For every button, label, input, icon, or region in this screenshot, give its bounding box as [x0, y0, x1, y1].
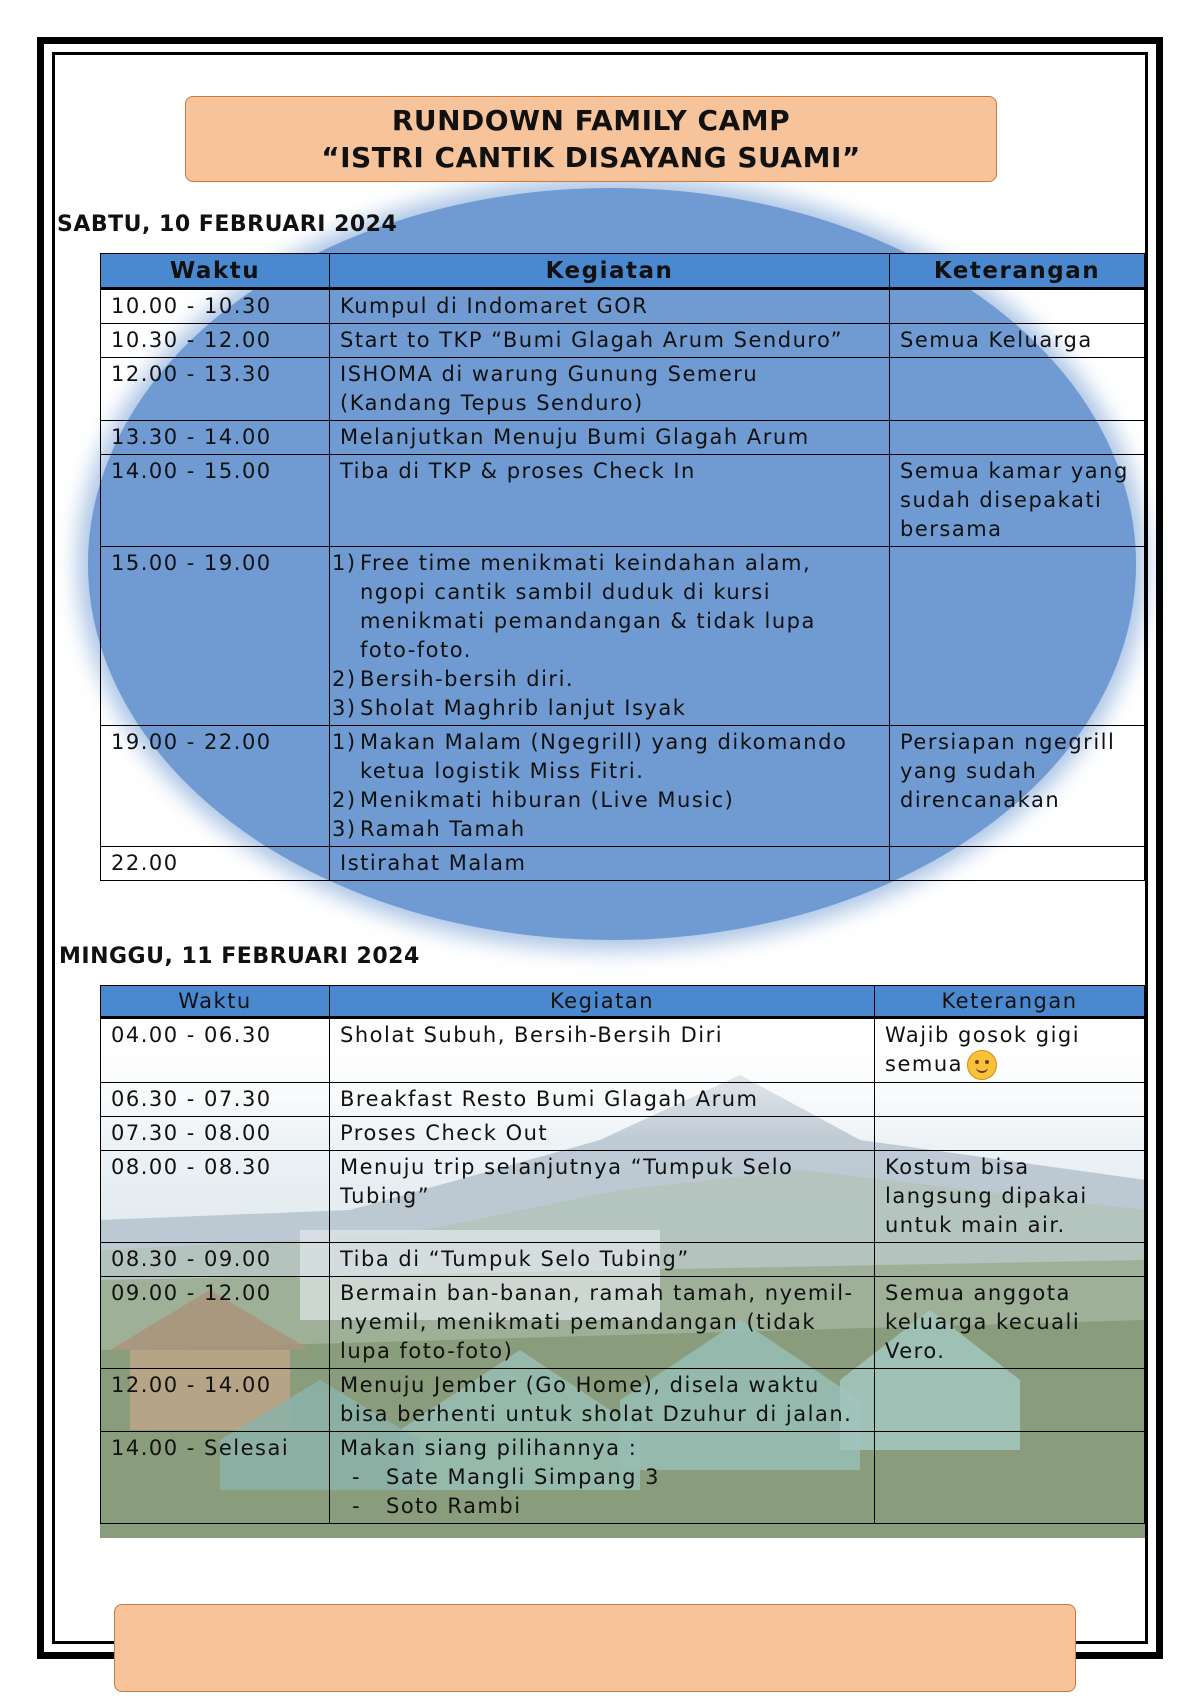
list-number: 3) — [332, 817, 357, 841]
list-number: 1) — [332, 730, 357, 754]
header-kegiatan: Kegiatan — [330, 254, 890, 289]
list-item — [340, 1463, 864, 1492]
food-options-list — [340, 1463, 864, 1521]
cell-note — [875, 1083, 1145, 1117]
list-item — [332, 786, 879, 815]
cell-note — [875, 1243, 1145, 1277]
list-text: Free time menikmati keindahan alam, ngopi cantik sambil duduk di kursi menikmati pemandangan & tidak lupa foto-foto. — [360, 551, 816, 662]
list-text: Ramah Tamah — [360, 817, 526, 841]
list-item — [332, 815, 879, 844]
cell-note: Semua anggota keluarga kecuali Vero. — [875, 1277, 1145, 1369]
cell-activity: Bermain ban-banan, ramah tamah, nyemil-nyemil, menikmati pemandangan (tidak lupa foto-foto) — [330, 1277, 875, 1369]
cell-activity — [330, 726, 890, 847]
table-row — [101, 324, 1145, 358]
dash-bullet: - — [352, 1494, 362, 1518]
cell-note: Semua kamar yang sudah disepakati bersama — [890, 455, 1145, 547]
table-row — [101, 358, 1145, 421]
table-row — [101, 1151, 1145, 1243]
cell-note: Persiapan ngegrill yang sudah direncanakan — [890, 726, 1145, 847]
list-text: Bersih-bersih diri. — [360, 667, 575, 691]
cell-activity: Kumpul di Indomaret GOR — [330, 289, 890, 324]
cell-note — [890, 547, 1145, 726]
list-item — [332, 728, 879, 786]
cell-activity: Melanjutkan Menuju Bumi Glagah Arum — [330, 421, 890, 455]
cell-time: 10.00 - 10.30 — [101, 289, 330, 324]
header-keterangan: Keterangan — [875, 986, 1145, 1018]
cell-time: 14.00 - 15.00 — [101, 455, 330, 547]
cell-time: 22.00 — [101, 847, 330, 881]
activity-intro: Makan siang pilihannya : — [340, 1436, 638, 1460]
cell-note — [890, 289, 1145, 324]
cell-time: 14.00 - Selesai — [101, 1432, 330, 1524]
table-row — [101, 1369, 1145, 1432]
list-text: Menikmati hiburan (Live Music) — [360, 788, 735, 812]
table-row — [101, 1117, 1145, 1151]
table-row — [101, 289, 1145, 324]
cell-time: 10.30 - 12.00 — [101, 324, 330, 358]
table-row — [101, 726, 1145, 847]
cell-note — [890, 421, 1145, 455]
table-row — [101, 1018, 1145, 1083]
cell-note — [875, 1369, 1145, 1432]
cell-note — [890, 847, 1145, 881]
table-header-row — [101, 986, 1145, 1018]
header-kegiatan: Kegiatan — [330, 986, 875, 1018]
cell-time: 08.30 - 09.00 — [101, 1243, 330, 1277]
cell-time: 09.00 - 12.00 — [101, 1277, 330, 1369]
list-item — [332, 665, 879, 694]
cell-activity — [330, 1432, 875, 1524]
cell-time: 06.30 - 07.30 — [101, 1083, 330, 1117]
list-number: 2) — [332, 667, 357, 691]
cell-note: Semua Keluarga — [890, 324, 1145, 358]
cell-note — [875, 1432, 1145, 1524]
smiling-face-icon — [967, 1050, 997, 1080]
table-row — [101, 547, 1145, 726]
cell-note — [875, 1018, 1145, 1083]
dash-bullet: - — [352, 1465, 362, 1489]
cell-note — [890, 358, 1145, 421]
cell-note — [875, 1117, 1145, 1151]
cell-time: 15.00 - 19.00 — [101, 547, 330, 726]
table-row — [101, 421, 1145, 455]
list-text: Sate Mangli Simpang 3 — [386, 1465, 660, 1489]
cell-activity: Sholat Subuh, Bersih-Bersih Diri — [330, 1018, 875, 1083]
cell-activity: Tiba di “Tumpuk Selo Tubing” — [330, 1243, 875, 1277]
cell-time: 19.00 - 22.00 — [101, 726, 330, 847]
list-item — [332, 549, 879, 665]
day2-schedule-table — [100, 985, 1145, 1524]
cell-activity: Start to TKP “Bumi Glagah Arum Senduro” — [330, 324, 890, 358]
cell-time: 12.00 - 13.30 — [101, 358, 330, 421]
table-row — [101, 1277, 1145, 1369]
day1-heading: SABTU, 10 FEBRUARI 2024 — [57, 212, 398, 237]
table-header-row — [101, 254, 1145, 289]
list-text: Soto Rambi — [386, 1494, 522, 1518]
list-item — [340, 1492, 864, 1521]
footer-banner — [114, 1604, 1076, 1692]
header-waktu: Waktu — [101, 254, 330, 289]
cell-activity: Istirahat Malam — [330, 847, 890, 881]
cell-time: 04.00 - 06.30 — [101, 1018, 330, 1083]
title-banner — [185, 96, 997, 182]
list-item — [332, 694, 879, 723]
cell-time: 08.00 - 08.30 — [101, 1151, 330, 1243]
cell-activity: ISHOMA di warung Gunung Semeru (Kandang Tepus Senduro) — [330, 358, 890, 421]
cell-activity: Proses Check Out — [330, 1117, 875, 1151]
table-row — [101, 1243, 1145, 1277]
cell-activity: Tiba di TKP & proses Check In — [330, 455, 890, 547]
note-text: Wajib gosok gigi semua — [885, 1023, 1081, 1076]
cell-activity — [330, 547, 890, 726]
table-row — [101, 455, 1145, 547]
activity-list — [332, 549, 879, 723]
cell-time: 13.30 - 14.00 — [101, 421, 330, 455]
list-number: 1) — [332, 551, 357, 575]
table-row — [101, 1083, 1145, 1117]
header-keterangan: Keterangan — [890, 254, 1145, 289]
cell-activity: Menuju Jember (Go Home), disela waktu bisa berhenti untuk sholat Dzuhur di jalan. — [330, 1369, 875, 1432]
cell-note: Kostum bisa langsung dipakai untuk main air. — [875, 1151, 1145, 1243]
title-line-2: “ISTRI CANTIK DISAYANG SUAMI” — [321, 141, 861, 174]
header-waktu: Waktu — [101, 986, 330, 1018]
day2-heading: MINGGU, 11 FEBRUARI 2024 — [59, 944, 420, 969]
cell-activity: Menuju trip selanjutnya “Tumpuk Selo Tubing” — [330, 1151, 875, 1243]
cell-time: 12.00 - 14.00 — [101, 1369, 330, 1432]
table-row — [101, 847, 1145, 881]
cell-time: 07.30 - 08.00 — [101, 1117, 330, 1151]
list-text: Sholat Maghrib lanjut Isyak — [360, 696, 687, 720]
activity-list — [332, 728, 879, 844]
cell-activity: Breakfast Resto Bumi Glagah Arum — [330, 1083, 875, 1117]
title-line-1: RUNDOWN FAMILY CAMP — [391, 104, 791, 137]
table-row — [101, 1432, 1145, 1524]
list-text: Makan Malam (Ngegrill) yang dikomando ketua logistik Miss Fitri. — [360, 730, 848, 783]
list-number: 3) — [332, 696, 357, 720]
day1-schedule-table — [100, 253, 1145, 881]
list-number: 2) — [332, 788, 357, 812]
